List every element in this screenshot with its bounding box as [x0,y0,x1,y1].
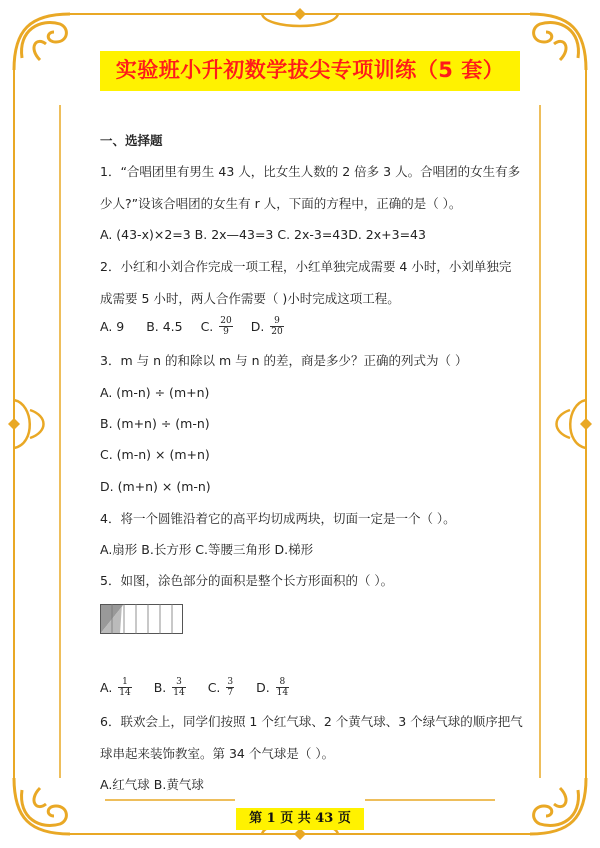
fraction: $\frac{3}{14}$ [173,677,185,698]
fraction: $\frac{8}{14}$ [276,677,289,698]
question-6-options: A.红气球 B.黄气球 [100,777,204,792]
question-3-option-a: A. (m-n) ÷ (m+n) [100,385,210,400]
question-3-option-c: C. (m-n) × (m+n) [100,447,210,462]
shaded-rectangle-figure [100,604,184,636]
question-3-line-1: 3．m 与 n 的和除以 m 与 n 的差，商是多少？正确的列式为（ ） [100,353,468,368]
section-heading: 一、选择题 [100,133,163,148]
option-d: D. [256,679,270,695]
page-title: 实验班小升初数学拔尖专项训练（5 套） [115,58,505,82]
question-4-line-1: 4．将一个圆锥沿着它的高平均切成两块，切面一定是一个（ ）。 [100,511,456,526]
question-1-options: A. (43-x)×2=3 B. 2x—43=3 C. 2x-3=43D. 2x+3=43 [100,227,426,242]
fraction: $\frac{20}{9}$ [220,316,232,337]
question-4-options: A.扇形 B.长方形 C.等腰三角形 D.梯形 [100,542,314,557]
question-2-line-2: 成需要 5 小时，两人合作需要（ )小时完成这项工程。 [100,291,400,306]
question-3-option-b: B. (m+n) ÷ (m-n) [100,416,210,431]
question-6-line-2: 球串起来装饰教室。第 34 个气球是（ ）。 [100,746,335,761]
question-1-line-2: 少人?”设该合唱团的女生有 r 人，下面的方程中，正确的是（ ）。 [100,196,462,211]
fraction: $\frac{9}{20}$ [271,316,283,337]
option-d: D. [250,318,265,334]
fraction: $\frac{3}{7}$ [227,677,234,698]
option-c: C. [207,679,221,695]
option-b: B. [153,679,167,695]
question-5-line-1: 5．如图，涂色部分的面积是整个长方形面积的（ ）。 [100,573,394,588]
question-2-options [100,316,286,337]
page-number: 第 1 页 共 43 页 [236,808,364,830]
question-1-line-1: 1．“合唱团里有男生 43 人，比女生人数的 2 倍多 3 人。合唱团的女生有多 [100,164,521,179]
option-a: A. 9 [100,318,125,334]
question-5-options [100,677,291,698]
option-c: C. [200,318,214,334]
fraction: $\frac{1}{14}$ [119,677,131,698]
option-a: A. [100,679,113,695]
question-6-line-1: 6．联欢会上，同学们按照 1 个红气球、2 个黄气球、3 个绿气球的顺序把气 [100,714,523,729]
question-2-line-1: 2．小红和小刘合作完成一项工程，小红单独完成需要 4 小时，小刘单独完 [100,259,512,274]
option-b: B. 4.5 [146,318,183,334]
question-3-option-d: D. (m+n) × (m-n) [100,479,211,494]
